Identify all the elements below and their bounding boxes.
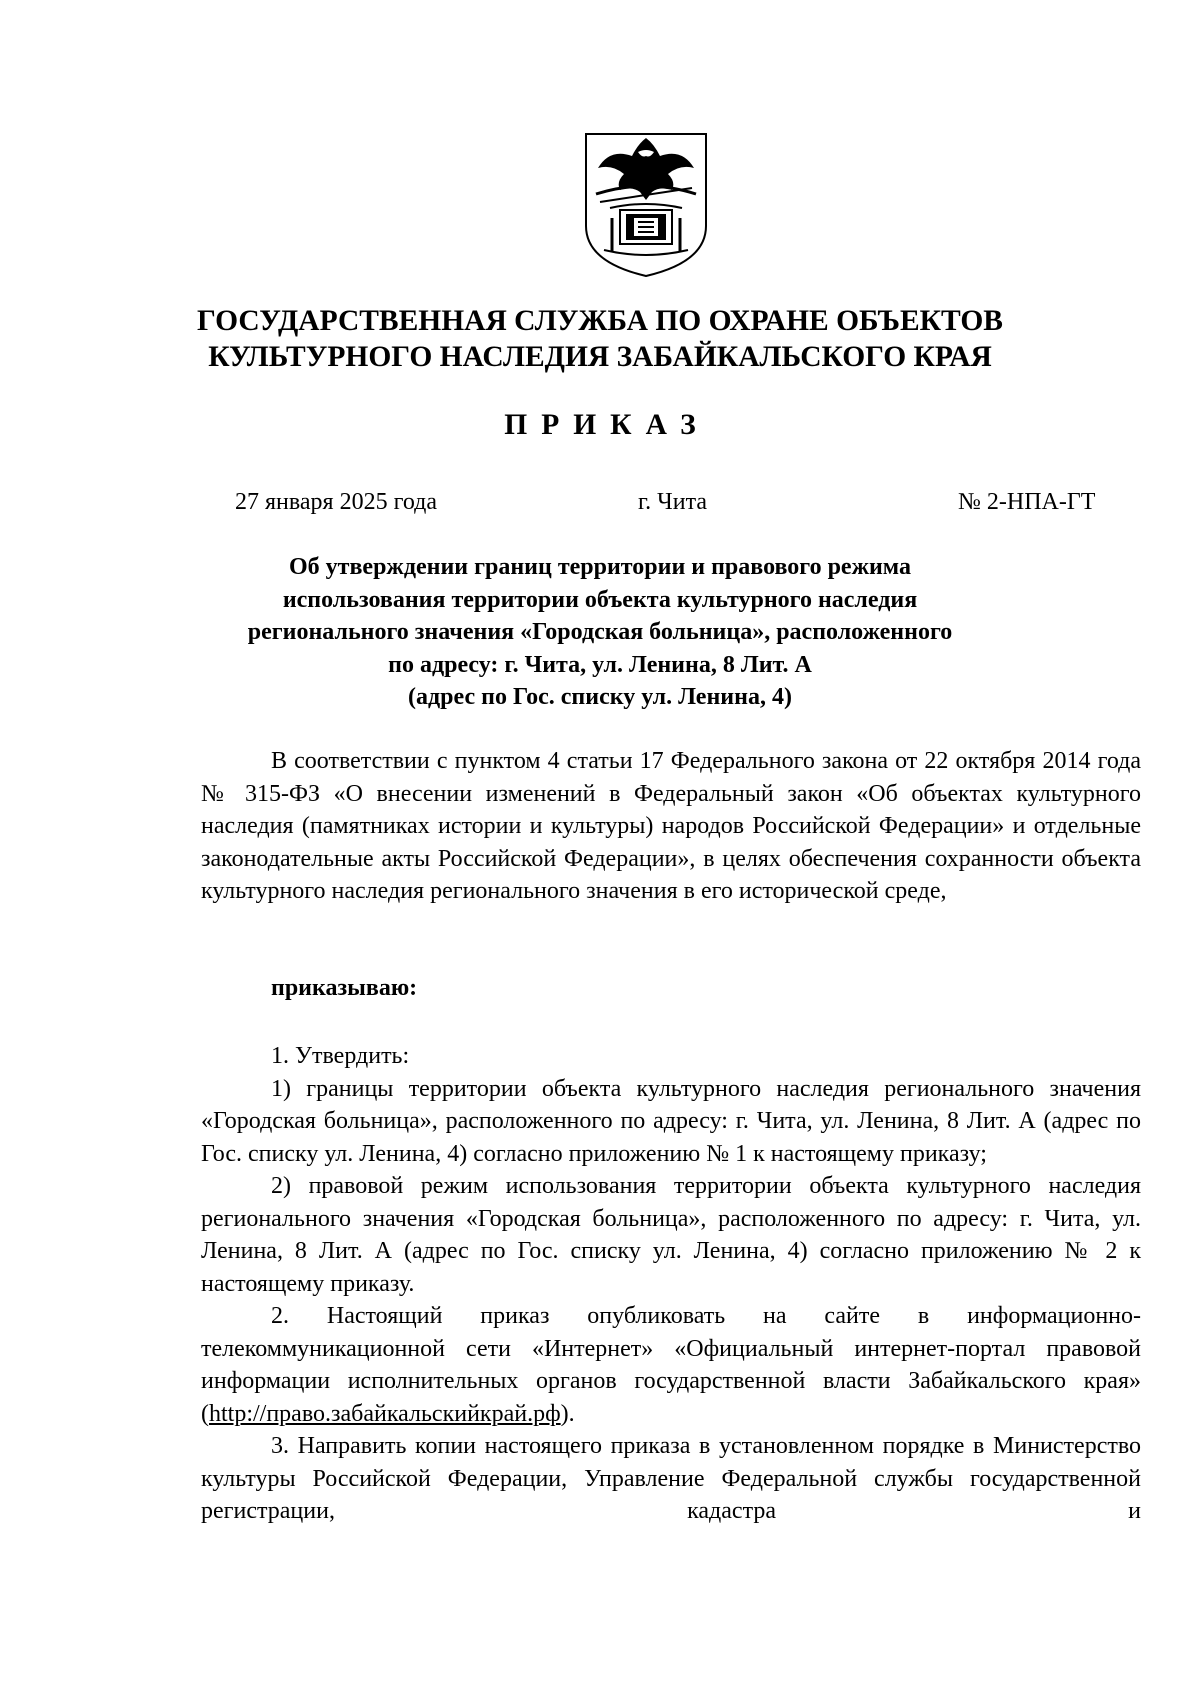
preamble-paragraph: В соответствии с пунктом 4 статьи 17 Федерального закона от 22 октября 2014 года № 315-ФЗ «О внесении изменений в Федеральный закон «Об объектах культурного наследия (памятниках истории и культуры) народов Российской Федерации» и отдельные законодательные акты Российской Федерации», в целях обеспечения сохранности объекта культурного наследия регионального значения в его исторической среде, [201, 748, 1141, 904]
coat-of-arms-emblem [580, 130, 712, 278]
subject-line-4: по адресу: г. Чита, ул. Ленина, 8 Лит. А [388, 651, 812, 678]
preamble-block [201, 745, 1141, 908]
publication-portal-link[interactable]: http://право.забайкальскийкрай.рф [209, 1400, 561, 1427]
item-1: 1. Утвердить: [271, 1043, 410, 1069]
document-number: № 2-НПА-ГТ [958, 489, 1096, 515]
item-2-text-end: ). [560, 1400, 575, 1427]
document-subject [150, 551, 1050, 714]
order-word: приказываю: [271, 975, 418, 1001]
order-items [201, 1040, 1141, 1528]
subject-line-3: регионального значения «Городская больница», расположенного [247, 619, 953, 645]
item-2 [201, 1300, 1141, 1430]
document-city: г. Чита [638, 489, 708, 515]
item-1-subitem-1: 1) границы территории объекта культурного наследия регионального значения «Городская больница», расположенного по адресу: г. Чита, ул. Ленина, 8 Лит. А (адрес по Гос. списку ул. Ленина, 4) согласно приложению № 1 к настоящему приказу; [201, 1075, 1141, 1167]
agency-name-line-2: КУЛЬТУРНОГО НАСЛЕДИЯ ЗАБАЙКАЛЬСКОГО КРАЯ [208, 341, 992, 373]
item-1-subitem-2: 2) правовой режим использования территории объекта культурного наследия регионального значения «Городская больница», расположенного по адресу: г. Чита, ул. Ленина, 8 Лит. А (адрес по Гос. списку ул. Ленина, 4) согласно приложению № 2 к настоящему приказу. [201, 1173, 1141, 1297]
document-date: 27 января 2025 года [235, 489, 438, 515]
agency-name-line-1: ГОСУДАРСТВЕННАЯ СЛУЖБА ПО ОХРАНЕ ОБЪЕКТОВ [197, 305, 1003, 337]
subject-line-1: Об утверждении границ территории и правового режима [289, 554, 911, 580]
agency-name [150, 303, 1050, 375]
document-type-title: ПРИКАЗ [504, 409, 710, 441]
subject-line-2: использования территории объекта культурного наследия [282, 586, 918, 613]
item-2-text: 2. Настоящий приказ опубликовать на сайте в информационно-телекоммуникационной сети «Интернет» «Официальный интернет-портал правовой информации исполнительных органов государственной власти Забайкальского края» ( [201, 1303, 1141, 1427]
subject-line-5: (адрес по Гос. списку ул. Ленина, 4) [408, 684, 792, 710]
item-3: 3. Направить копии настоящего приказа в установленном порядке в Министерство культуры Российской Федерации, Управление Федеральной службы государственной регистрации, кадастра и [201, 1433, 1141, 1524]
